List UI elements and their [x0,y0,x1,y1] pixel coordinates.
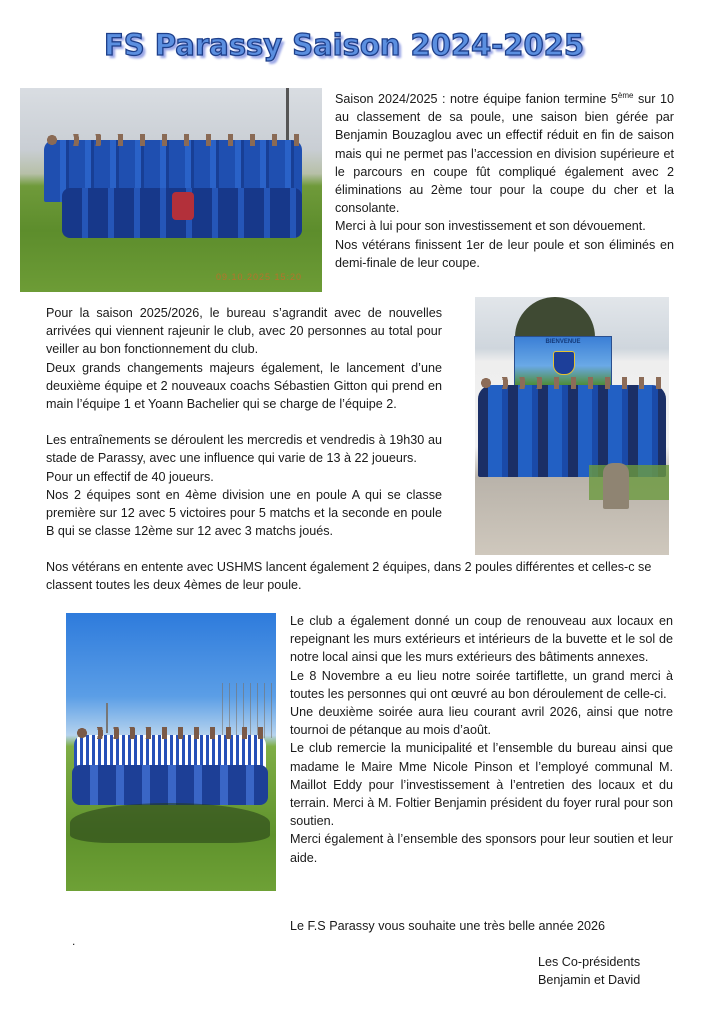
club-crest-icon [553,351,575,375]
team-photo-1 [20,88,322,292]
club-news-section [290,612,673,867]
players-heads [44,134,302,146]
players-heads [74,727,266,739]
tartiflette-paragraph: Le 8 Novembre a eu lieu notre soirée tartiflette, un grand merci à toutes les personnes qui ont œuvré au bon déroulement de celle-ci. [290,668,673,701]
training-paragraph: Les entraînements se déroulent les mercredis et vendredis à 19h30 au stade de Parassy, avec une influence qui varie de 13 à 22 joueurs. [46,433,442,466]
season-2024-paragraph: Saison 2024/2025 : notre équipe fanion termine 5ème sur 10 au classement de sa poule, une saison bien gérée par Benjamin Bouzaglou avec un effectif réduit en fin de saison mais qui ne permet pas l’accession en division supérieure et le parcours en coupe fût compliqué également avec 2 éliminations au 2ème tour pour la coupe du cher et la consolante. [335,90,674,216]
page-title: FS Parassy Saison 2024-2025 [104,28,585,62]
events-paragraph: Une deuxième soirée aura lieu courant avril 2026, ainsi que notre tournoi de pétanque au mois d’août. [290,705,673,738]
bureau-photo [475,297,669,555]
new-year-wish: Le F.S Parassy vous souhaite une très belle année 2026 [290,919,606,933]
season-2025-section [46,304,442,540]
teams-paragraph: Nos 2 équipes sont en 4ème division une en poule A qui se classe première sur 12 avec 5 victoires pour 5 matchs et la seconde en poule B qui se classe 12ème sur 12 avec 3 matchs joués. [46,487,442,539]
grass [589,465,669,500]
veterans-teams-paragraph: Nos vétérans en entente avec USHMS lancent également 2 équipes, dans 2 poules différentes et celles-c se classent toutes les deux 4èmes de leur poule. [46,560,652,593]
stray-dot: . [72,934,76,948]
signature-names: Benjamin et David [538,973,641,988]
signature-title: Les Co-présidents [538,955,641,969]
signature [538,953,688,989]
bureau-paragraph: Pour la saison 2025/2026, le bureau s’agrandit avec de nouvelles arrivées qui viennent rajeunir le club, avec 20 personnes au total pour veiller au bon fonctionnement du club. [46,306,442,357]
squad-paragraph: Pour un effectif de 40 joueurs. [46,469,214,484]
renovation-paragraph: Le club a également donné un coup de renouveau aux locaux en repeignant les murs extérieurs et intérieurs de la buvette et le sol de notre local ainsi que les murs extérieurs des bâtiments annexes. [290,614,673,665]
season-summary [335,90,674,272]
thanks-sponsors-paragraph: Merci également à l’ensemble des sponsors pour leur soutien et leur aide. [290,832,673,865]
thanks-municipality-paragraph: Le club remercie la municipalité et l’ensemble du bureau ainsi que madame le Maire Mme Nicole Pinson et l’employé communal M. Maillot Eddy pour l’investissement à l’entretien des locaux et du terrain. Merci à M. Foltier Benjamin président du foyer rural pour son soutien. [290,741,673,829]
stone-post [603,463,629,509]
welcome-sign-text: BIENVENUE [545,339,581,345]
photo-date-stamp: 09.10.2025 15:20 [216,272,303,282]
goalkeeper [172,192,194,220]
shadow [70,803,270,843]
bureau-members [478,385,666,477]
players-front-row [72,765,268,805]
tree [515,297,595,339]
veterans-section [46,558,686,594]
veterans-paragraph: Nos vétérans finissent 1er de leur poule et son éliminés en demi-finale de leur coupe. [335,237,674,270]
changes-paragraph: Deux grands changements majeurs également, le lancement d’une deuxième équipe et 2 nouveaux coachs Sébastien Gitton qui prend en main l’équipe 1 et Yoann Bachelier qui se charge de l’équipe 2. [46,360,442,412]
bureau-heads [478,377,666,389]
team-photo-2 [66,613,276,891]
thanks-paragraph: Merci à lui pour son investissement et son dévouement. [335,219,646,234]
